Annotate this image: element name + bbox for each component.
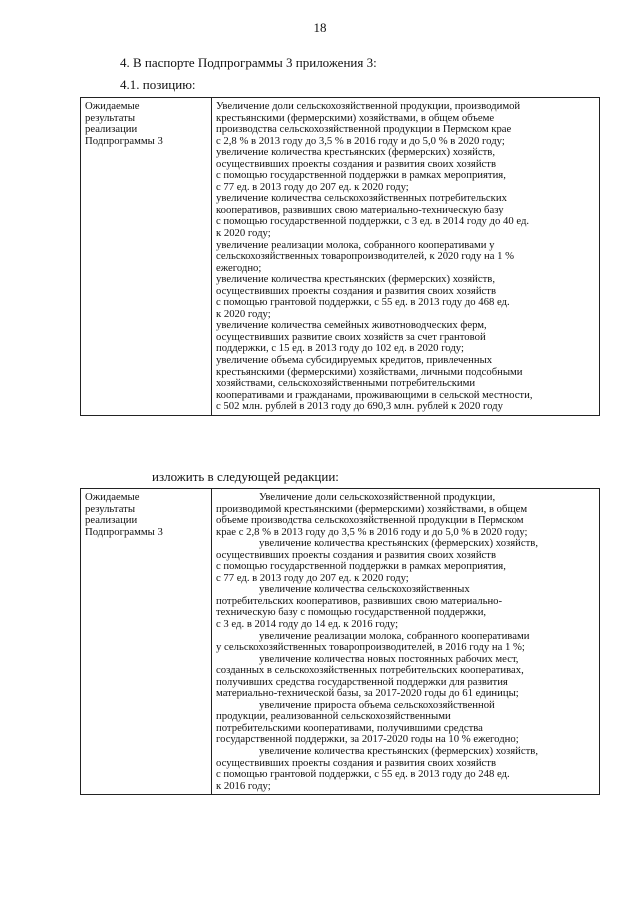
text-line: с помощью грантовой поддержки, с 55 ед. в 2013 году до 248 ед. xyxy=(216,768,510,781)
text-line: увеличение количества крестьянских (фермерских) хозяйств, xyxy=(259,745,539,758)
text-line: поддержки, с 15 ед. в 2013 году до 102 ед. в 2020 году; xyxy=(216,342,464,355)
text-line: сельскохозяйственных товаропроизводителей, к 2020 году на 1 % xyxy=(216,250,515,263)
text-line: с 77 ед. в 2013 году до 207 ед. к 2020 году; xyxy=(216,571,409,584)
original-position-table xyxy=(80,97,600,416)
text-line: к 2020 году; xyxy=(216,227,271,240)
text-line: к 2016 году; xyxy=(216,779,271,792)
section-heading: 4. В паспорте Подпрограммы 3 приложения 3: xyxy=(120,55,377,70)
text-line: увеличение количества крестьянских (фермерских) хозяйств, xyxy=(259,537,539,550)
table-row xyxy=(81,489,600,795)
text-line: потребительских кооперативов, развивших свою материально- xyxy=(216,594,503,607)
text-line: созданных в сельскохозяйственных потребительских кооперативах, xyxy=(216,664,524,677)
text-line: с 2,8 % в 2013 году до 3,5 % в 2016 году и до 5,0 % в 2020 году; xyxy=(216,134,505,147)
label-cell xyxy=(81,98,212,416)
text-line: государственной поддержки, за 2017-2020 годы на 10 % ежегодно; xyxy=(216,733,519,746)
table-row xyxy=(81,98,600,416)
text-line: увеличение количества крестьянских (фермерских) хозяйств, xyxy=(216,146,496,159)
text-line: увеличение количества семейных животноводческих ферм, xyxy=(216,319,487,332)
content-cell xyxy=(212,489,600,795)
page-number: 18 xyxy=(313,20,327,35)
label-line: реализации xyxy=(85,514,138,527)
label-line: реализации xyxy=(85,123,138,136)
label-line: результаты xyxy=(85,111,136,124)
content-cell xyxy=(212,98,600,416)
text-line: Увеличение доли сельскохозяйственной продукции, xyxy=(259,491,496,503)
text-line: производимой крестьянскими (фермерскими) хозяйствами, в общем xyxy=(216,502,528,515)
label-line: Подпрограммы 3 xyxy=(85,525,163,538)
text-line: производства сельскохозяйственной продукции в Пермском крае xyxy=(216,123,512,136)
text-line: увеличение количества сельскохозяйственных xyxy=(259,583,470,596)
text-line: крестьянскими (фермерскими) хозяйствами, личными подсобными xyxy=(216,365,523,378)
text-line: с 77 ед. в 2013 году до 207 ед. к 2020 году; xyxy=(216,180,409,193)
label-line: Ожидаемые xyxy=(85,491,140,503)
text-line: объеме производства сельскохозяйственной продукции в Пермском xyxy=(216,514,524,527)
text-line: увеличение объема субсидируемых кредитов, привлеченных xyxy=(216,354,493,367)
text-line: увеличение реализации молока, собранного кооперативами xyxy=(259,629,530,642)
text-line: Увеличение доли сельскохозяйственной продукции, производимой xyxy=(216,100,521,112)
text-line: у сельскохозяйственных товаропроизводителей, в 2016 году на 1 %; xyxy=(216,641,525,654)
text-line: материально-технической базы, за 2017-2020 годы до 61 единицы; xyxy=(216,687,519,700)
text-line: кооперативов, развивших свою материально-техническую базу xyxy=(216,203,504,216)
text-line: получивших средства государственной поддержки для развития xyxy=(216,675,508,688)
text-line: с 502 млн. рублей в 2013 году до 690,3 млн. рублей к 2020 году xyxy=(216,400,503,413)
text-line: увеличение количества крестьянских (фермерских) хозяйств, xyxy=(216,273,496,286)
text-line: осуществивших проекты создания и развития своих хозяйств xyxy=(216,756,497,769)
text-line: крае с 2,8 % в 2013 году до 3,5 % в 2016 году и до 5,0 % в 2020 году; xyxy=(216,525,528,538)
text-line: осуществивших развитие своих хозяйств за счет грантовой xyxy=(216,330,486,343)
text-line: увеличение количества новых постоянных рабочих мест, xyxy=(259,652,519,665)
text-line: с 3 ед. в 2014 году до 14 ед. к 2016 году; xyxy=(216,618,399,631)
subsection-heading: 4.1. позицию: xyxy=(120,77,196,92)
label-line: Подпрограммы 3 xyxy=(85,134,163,147)
text-line: с помощью государственной поддержки в рамках мероприятия, xyxy=(216,560,506,573)
text-line: хозяйствами, сельскохозяйственными потребительскими xyxy=(216,377,476,390)
text-line: увеличение прироста объема сельскохозяйственной xyxy=(259,698,495,711)
label-line: результаты xyxy=(85,502,136,515)
text-line: с помощью грантовой поддержки, с 55 ед. в 2013 году до 468 ед. xyxy=(216,296,510,309)
text-line: техническую базу с помощью государственной поддержки, xyxy=(216,606,487,619)
text-line: продукции, реализованной сельскохозяйственными xyxy=(216,710,451,723)
text-line: кооперативами и гражданами, проживающими в сельской местности, xyxy=(216,388,533,401)
text-line: крестьянскими (фермерскими) хозяйствами, в общем объеме xyxy=(216,111,495,124)
text-line: увеличение количества сельскохозяйственных потребительских xyxy=(216,192,507,205)
text-line: осуществивших проекты создания и развития своих хозяйств xyxy=(216,157,497,170)
text-line: осуществивших проекты создания и развития своих хозяйств xyxy=(216,548,497,561)
new-edition-heading: изложить в следующей редакции: xyxy=(152,469,339,484)
label-cell xyxy=(81,489,212,795)
new-edition-table xyxy=(80,488,600,795)
text-line: к 2020 году; xyxy=(216,307,271,320)
text-line: с помощью государственной поддержки в рамках мероприятия, xyxy=(216,169,506,182)
label-line: Ожидаемые xyxy=(85,100,140,112)
text-line: потребительскими кооперативами, получившими средства xyxy=(216,721,483,734)
text-line: увеличение реализации молока, собранного кооперативами у xyxy=(216,238,495,251)
text-line: ежегодно; xyxy=(216,261,262,274)
text-line: осуществивших проекты создания и развития своих хозяйств xyxy=(216,284,497,297)
text-line: с помощью государственной поддержки, с 3 ед. в 2014 году до 40 ед. xyxy=(216,215,530,228)
